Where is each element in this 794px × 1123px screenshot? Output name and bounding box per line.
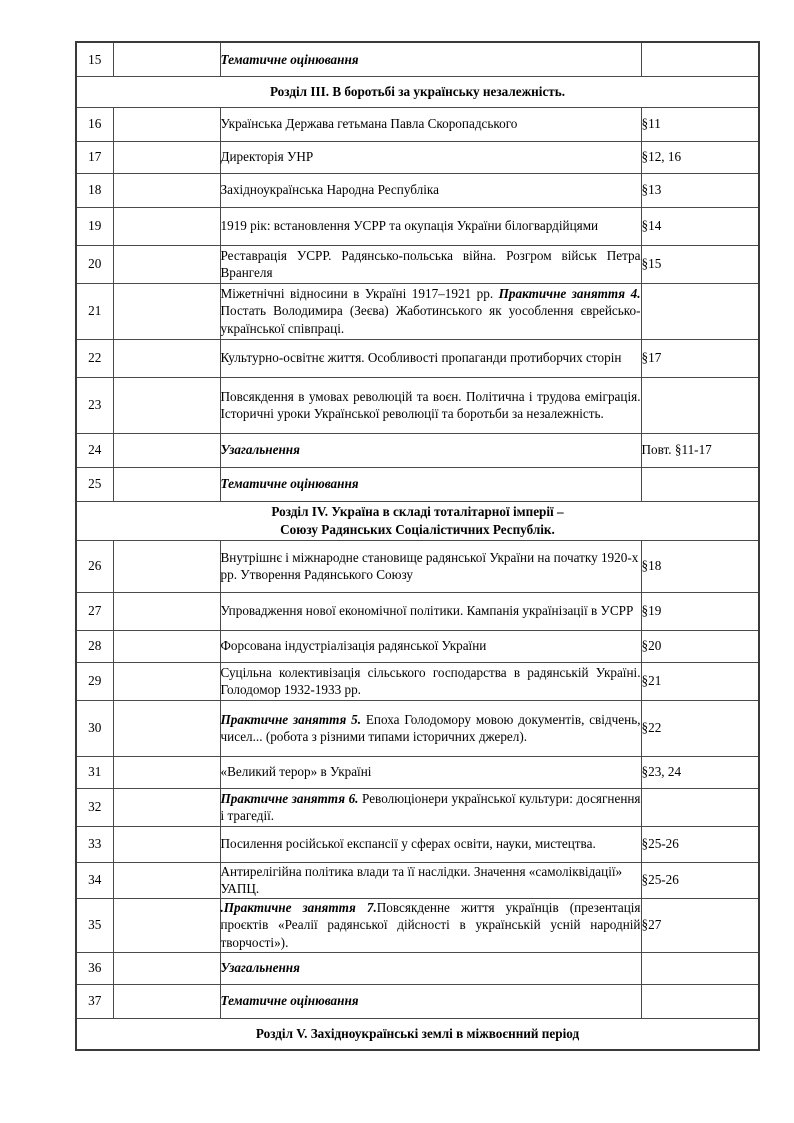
lesson-date-cell[interactable] — [113, 898, 220, 952]
lesson-paragraph-cell: §20 — [641, 630, 759, 662]
lesson-number-cell: 18 — [76, 173, 113, 207]
lesson-paragraph-cell — [641, 42, 759, 76]
lesson-topic-cell: Повсякдення в умовах революцій та воєн. Політична і трудова еміграція. Історичні уроки Української революції та боротьби за незалежність. — [220, 377, 641, 433]
lesson-topic-cell: Реставрація УСРР. Радянсько-польська війна. Розгром військ Петра Врангеля — [220, 245, 641, 283]
lesson-paragraph-cell: §13 — [641, 173, 759, 207]
lesson-date-cell[interactable] — [113, 467, 220, 501]
lesson-paragraph-cell: §19 — [641, 592, 759, 630]
table-row — [76, 339, 759, 377]
lesson-topic-cell — [220, 952, 641, 984]
lesson-paragraph-cell: §17 — [641, 339, 759, 377]
lesson-topic-emphasis: Практичне заняття 4. — [498, 286, 641, 302]
lesson-number-cell: 25 — [76, 467, 113, 501]
lesson-date-cell[interactable] — [113, 826, 220, 862]
lesson-date-cell[interactable] — [113, 662, 220, 700]
lesson-paragraph-cell: §18 — [641, 540, 759, 592]
lesson-paragraph-cell: §25-26 — [641, 862, 759, 898]
table-row — [76, 173, 759, 207]
lesson-topic-cell: Західноукраїнська Народна Республіка — [220, 173, 641, 207]
lesson-topic-text: Міжетнічні відносини в Україні 1917–1921 рр. — [220, 286, 499, 302]
lesson-topic-cell — [220, 467, 641, 501]
table-row — [76, 467, 759, 501]
lesson-topic-cell: Форсована індустріалізація радянської України — [220, 630, 641, 662]
table-row — [76, 952, 759, 984]
lesson-number-cell: 35 — [76, 898, 113, 952]
lesson-paragraph-cell — [641, 952, 759, 984]
section-heading-line: Розділ IV. Україна в складі тоталітарної імперії – — [271, 504, 564, 520]
lesson-paragraph-cell: §12, 16 — [641, 141, 759, 173]
lesson-number-cell: 29 — [76, 662, 113, 700]
lesson-date-cell[interactable] — [113, 862, 220, 898]
lesson-date-cell[interactable] — [113, 788, 220, 826]
lesson-topic-cell — [220, 898, 641, 952]
lesson-plan-table — [75, 41, 760, 1051]
lesson-topic-cell — [220, 42, 641, 76]
table-row — [76, 826, 759, 862]
lesson-topic-text: Повсякденне життя українців (презентація проєктів «Реалії радянської дійсності в українській усній народній творчості»). — [220, 900, 641, 950]
lesson-date-cell[interactable] — [113, 339, 220, 377]
section-heading — [76, 501, 759, 540]
lesson-topic-emphasis: Тематичне оцінювання — [220, 51, 359, 67]
lesson-paragraph-cell: §21 — [641, 662, 759, 700]
lesson-paragraph-cell: §15 — [641, 245, 759, 283]
table-row — [76, 245, 759, 283]
lesson-topic-cell: 1919 рік: встановлення УСРР та окупація України білогвардійцями — [220, 207, 641, 245]
lesson-topic-text: Епоха Голодомору мовою документів, свідчень, чисел... (робота з різними типами історичних джерел). — [220, 711, 641, 744]
lesson-number-cell: 28 — [76, 630, 113, 662]
lesson-number-cell: 32 — [76, 788, 113, 826]
table-row — [76, 207, 759, 245]
lesson-paragraph-cell: §25-26 — [641, 826, 759, 862]
table-row — [76, 283, 759, 339]
table-row — [76, 898, 759, 952]
lesson-topic-cell: Посилення російської експансії у сферах освіти, науки, мистецтва. — [220, 826, 641, 862]
lesson-topic-cell: Упровадження нової економічної політики. Кампанія українізації в УСРР — [220, 592, 641, 630]
lesson-paragraph-cell: §11 — [641, 107, 759, 141]
lesson-topic-text: Революціонери української культури: досягнення і трагедії. — [220, 790, 641, 823]
lesson-topic-cell — [220, 433, 641, 467]
lesson-topic-emphasis: Практичне заняття 6. — [220, 790, 359, 806]
table-row — [76, 107, 759, 141]
section-heading-row — [76, 76, 759, 107]
table-row — [76, 141, 759, 173]
table-row — [76, 984, 759, 1018]
table-row — [76, 42, 759, 76]
lesson-topic-cell: Українська Держава гетьмана Павла Скоропадського — [220, 107, 641, 141]
lesson-number-cell: 15 — [76, 42, 113, 76]
lesson-number-cell: 17 — [76, 141, 113, 173]
lesson-number-cell: 34 — [76, 862, 113, 898]
lesson-topic-cell: Суцільна колективізація сільського господарства в радянській Україні. Голодомор 1932-1933 рр. — [220, 662, 641, 700]
table-row — [76, 862, 759, 898]
table-row — [76, 756, 759, 788]
lesson-number-cell: 21 — [76, 283, 113, 339]
lesson-date-cell[interactable] — [113, 207, 220, 245]
lesson-paragraph-cell: Повт. §11-17 — [641, 433, 759, 467]
lesson-date-cell[interactable] — [113, 540, 220, 592]
lesson-number-cell: 26 — [76, 540, 113, 592]
lesson-topic-cell — [220, 283, 641, 339]
lesson-topic-emphasis: Узагальнення — [220, 442, 300, 458]
lesson-topic-emphasis: Узагальнення — [220, 960, 300, 976]
table-row — [76, 630, 759, 662]
lesson-number-cell: 30 — [76, 700, 113, 756]
lesson-topic-cell: Директорія УНР — [220, 141, 641, 173]
lesson-paragraph-cell — [641, 377, 759, 433]
lesson-plan-body — [76, 42, 759, 1050]
lesson-number-cell: 31 — [76, 756, 113, 788]
lesson-paragraph-cell: §23, 24 — [641, 756, 759, 788]
lesson-date-cell[interactable] — [113, 700, 220, 756]
lesson-topic-cell — [220, 788, 641, 826]
lesson-topic-text: Постать Володимира (Зеєва) Жаботинського як уособлення єврейсько-української співпраці. — [220, 303, 641, 336]
lesson-topic-emphasis: Тематичне оцінювання — [220, 476, 359, 492]
lesson-number-cell: 16 — [76, 107, 113, 141]
lesson-date-cell[interactable] — [113, 42, 220, 76]
lesson-date-cell[interactable] — [113, 377, 220, 433]
lesson-topic-cell: Антирелігійна політика влади та її наслідки. Значення «самоліквідації» УАПЦ. — [220, 862, 641, 898]
lesson-date-cell[interactable] — [113, 283, 220, 339]
table-row — [76, 592, 759, 630]
lesson-number-cell: 23 — [76, 377, 113, 433]
lesson-date-cell[interactable] — [113, 756, 220, 788]
lesson-date-cell[interactable] — [113, 952, 220, 984]
lesson-topic-cell: «Великий терор» в Україні — [220, 756, 641, 788]
lesson-paragraph-cell: §27 — [641, 898, 759, 952]
lesson-topic-emphasis: Практичне заняття 5. — [220, 711, 362, 727]
lesson-date-cell[interactable] — [113, 630, 220, 662]
lesson-number-cell: 20 — [76, 245, 113, 283]
lesson-topic-cell — [220, 984, 641, 1018]
lesson-number-cell: 27 — [76, 592, 113, 630]
lesson-paragraph-cell — [641, 467, 759, 501]
section-heading-row — [76, 1018, 759, 1050]
lesson-paragraph-cell — [641, 984, 759, 1018]
table-row — [76, 540, 759, 592]
table-row — [76, 788, 759, 826]
lesson-topic-emphasis: .Практичне заняття 7. — [220, 900, 377, 916]
lesson-number-cell: 24 — [76, 433, 113, 467]
lesson-date-cell[interactable] — [113, 245, 220, 283]
lesson-date-cell[interactable] — [113, 141, 220, 173]
section-heading: Розділ III. В боротьбі за українську незалежність. — [76, 76, 759, 107]
lesson-date-cell[interactable] — [113, 173, 220, 207]
section-heading-row — [76, 501, 759, 540]
lesson-topic-cell: Внутрішнє і міжнародне становище радянської України на початку 1920-х рр. Утворення Радянського Союзу — [220, 540, 641, 592]
lesson-number-cell: 36 — [76, 952, 113, 984]
lesson-topic-cell: Культурно-освітнє життя. Особливості пропаганди протиборчих сторін — [220, 339, 641, 377]
lesson-paragraph-cell: §22 — [641, 700, 759, 756]
lesson-topic-cell — [220, 700, 641, 756]
table-row — [76, 662, 759, 700]
lesson-paragraph-cell — [641, 788, 759, 826]
section-heading: Розділ V. Західноукраїнські землі в міжвоєнний період — [76, 1018, 759, 1050]
lesson-date-cell[interactable] — [113, 107, 220, 141]
lesson-number-cell: 37 — [76, 984, 113, 1018]
lesson-number-cell: 33 — [76, 826, 113, 862]
lesson-date-cell[interactable] — [113, 433, 220, 467]
table-row — [76, 377, 759, 433]
lesson-number-cell: 22 — [76, 339, 113, 377]
lesson-paragraph-cell — [641, 283, 759, 339]
table-row — [76, 433, 759, 467]
lesson-paragraph-cell: §14 — [641, 207, 759, 245]
lesson-number-cell: 19 — [76, 207, 113, 245]
lesson-topic-emphasis: Тематичне оцінювання — [220, 993, 359, 1009]
table-row — [76, 700, 759, 756]
lesson-date-cell[interactable] — [113, 984, 220, 1018]
section-heading-line: Союзу Радянських Соціалістичних Республік. — [280, 521, 555, 537]
lesson-date-cell[interactable] — [113, 592, 220, 630]
